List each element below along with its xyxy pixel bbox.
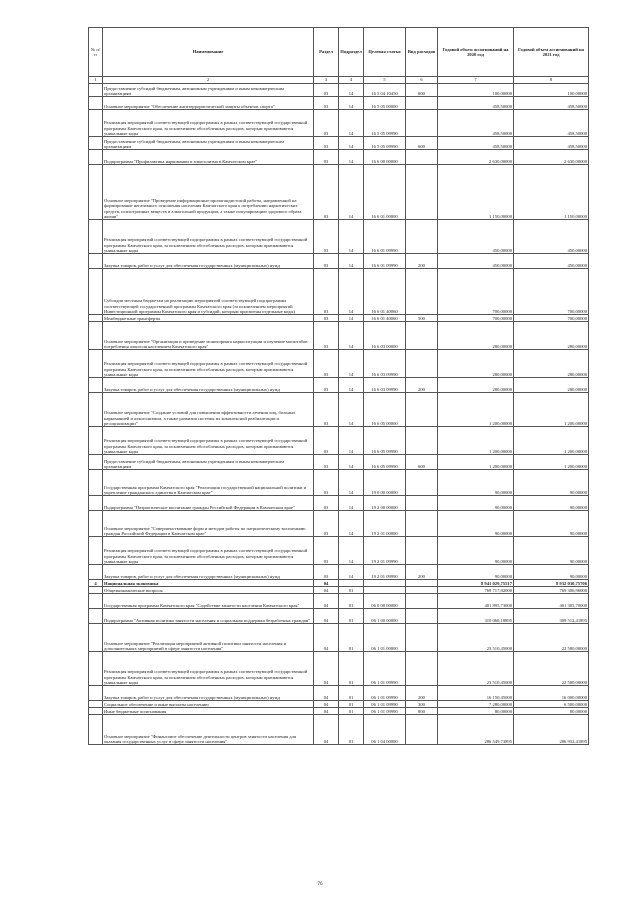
row-expense-type [406, 150, 438, 165]
row-expense-type: 600 [406, 137, 438, 150]
row-target-article [364, 587, 406, 594]
row-amount-2021: 700,00000 [514, 315, 589, 322]
row-subsection: 14 [339, 393, 364, 427]
row-section: 04 [314, 594, 339, 609]
row-subsection: 14 [339, 496, 364, 511]
row-amount-2021: 1 150,00000 [514, 165, 589, 220]
row-target-article: 19 2 01 09990 [364, 537, 406, 565]
row-name: Субсидии местным бюджетам на реализацию мероприятий соответствующей подпрограммы соответствующей государственной программы Камчатского края (за исключением мероприятий Инвестиционной программы Камчатского края и субсидий, которым присвоены отдельные коды) [103, 269, 314, 315]
row-section: 03 [314, 220, 339, 254]
row-amount-2021: 22 580,00000 [514, 624, 589, 652]
row-number [89, 378, 103, 393]
row-amount-2021: 90,00000 [514, 511, 589, 537]
row-target-article: 06 1 01 09990 [364, 686, 406, 701]
row-amount-2021: 450,00000 [514, 220, 589, 254]
budget-table [88, 27, 589, 745]
row-amount-2021: 90,00000 [514, 565, 589, 580]
row-number: 4 [89, 580, 103, 587]
row-section: 03 [314, 537, 339, 565]
table-row [89, 701, 589, 708]
row-number [89, 686, 103, 701]
row-amount-2021: 1 200,00000 [514, 393, 589, 427]
row-section: 03 [314, 97, 339, 110]
row-name: Основное мероприятие "Создание условий для повышения эффективности лечения лиц, больных наркоманией и алкоголизмом, а также развития системы их комплексной реабилитации и ресоциализации" [103, 393, 314, 427]
row-subsection: 14 [339, 537, 364, 565]
row-subsection: 01 [339, 594, 364, 609]
row-number [89, 715, 103, 745]
row-expense-type [406, 496, 438, 511]
row-target-article: 06 1 00 00000 [364, 609, 406, 624]
table-row [89, 652, 589, 686]
row-target-article: 16 6 00 00000 [364, 150, 406, 165]
row-section: 03 [314, 269, 339, 315]
col-header-target: Целевая статья [364, 28, 406, 77]
row-number [89, 701, 103, 708]
row-section: 03 [314, 427, 339, 455]
row-section: 03 [314, 137, 339, 150]
table-row [89, 165, 589, 220]
row-expense-type [406, 165, 438, 220]
row-amount-2020: 286 549,73895 [438, 715, 514, 745]
row-subsection: 14 [339, 165, 364, 220]
row-amount-2020: 1 200,00000 [438, 393, 514, 427]
row-number [89, 350, 103, 378]
row-subsection: 01 [339, 701, 364, 708]
row-amount-2020: 90,00000 [438, 537, 514, 565]
row-subsection: 01 [339, 708, 364, 715]
row-expense-type [406, 715, 438, 745]
row-target-article: 16 6 01 40060 [364, 269, 406, 315]
row-amount-2021: 280,00000 [514, 350, 589, 378]
page-number: 76 [317, 882, 323, 887]
row-number [89, 587, 103, 594]
row-name: Реализация мероприятий соответствующей подпрограммы в рамках соответствующей государственной программы Камчатского края, за исключением обособленных расходов, которым присваиваются уникальные коды [103, 220, 314, 254]
row-expense-type [406, 269, 438, 315]
row-subsection: 14 [339, 511, 364, 537]
row-name: Основное мероприятие "Финансовое обеспечение деятельности центров занятости населения для оказания государственных услуг в сфере занятости населения" [103, 715, 314, 745]
row-name: Государственная программа Камчатского края "Содействие занятости населения Камчатского края" [103, 594, 314, 609]
row-expense-type [406, 511, 438, 537]
row-subsection: 01 [339, 686, 364, 701]
row-amount-2021: 458,50000 [514, 110, 589, 137]
table-body [89, 84, 589, 745]
row-name: Закупка товаров, работ и услуг для обеспечения государственных (муниципальных) нужд [103, 254, 314, 269]
row-name: Реализация мероприятий соответствующей подпрограммы в рамках соответствующей государственной программы Камчатского края, за исключением обособленных расходов, которым присваиваются уникальные коды [103, 652, 314, 686]
row-section: 04 [314, 580, 339, 587]
row-section: 03 [314, 455, 339, 470]
row-amount-2020: 23 510,45000 [438, 624, 514, 652]
table-row [89, 254, 589, 269]
row-number [89, 537, 103, 565]
row-amount-2020: 90,00000 [438, 565, 514, 580]
table-row [89, 427, 589, 455]
table-row [89, 110, 589, 137]
row-number [89, 150, 103, 165]
row-target-article: 06 1 01 09990 [364, 652, 406, 686]
row-amount-2020: 280,00000 [438, 350, 514, 378]
row-section: 03 [314, 315, 339, 322]
row-name: Социальное обеспечение и иные выплаты населению [103, 701, 314, 708]
row-subsection: 14 [339, 97, 364, 110]
row-amount-2020: 1 150,00000 [438, 165, 514, 220]
row-amount-2021: 1 200,00000 [514, 455, 589, 470]
row-amount-2021: 769 306,96000 [514, 587, 589, 594]
row-section: 03 [314, 470, 339, 496]
row-target-article: 16 5 05 09990 [364, 137, 406, 150]
column-index-cell: 4 [339, 77, 364, 84]
row-number [89, 565, 103, 580]
row-expense-type [406, 220, 438, 254]
row-section: 04 [314, 708, 339, 715]
row-section: 04 [314, 686, 339, 701]
row-target-article: 16 6 05 09990 [364, 455, 406, 470]
row-name: Основное мероприятие "Организация и проведение мониторинга наркоситуации и изучение масштабов потребления алкоголя населением Камчатского края" [103, 322, 314, 350]
row-name: Реализация мероприятий соответствующей подпрограммы в рамках соответствующей государственной программы Камчатского края, за исключением обособленных расходов, которым присваиваются уникальные коды [103, 350, 314, 378]
table-row [89, 470, 589, 496]
row-target-article: 06 1 01 09990 [364, 708, 406, 715]
row-number [89, 594, 103, 609]
col-header-number: № п/п [89, 28, 103, 77]
row-amount-2020: 23 510,45000 [438, 652, 514, 686]
table-row [89, 496, 589, 511]
table-row [89, 322, 589, 350]
row-name: Предоставление субсидий бюджетным, автономным учреждениям и иным некоммерческим организациям [103, 455, 314, 470]
row-name: Предоставление субсидий бюджетным, автономным учреждениям и иным некоммерческим организациям [103, 84, 314, 97]
table-row [89, 393, 589, 427]
table-row [89, 455, 589, 470]
row-name: Закупка товаров, работ и услуг для обеспечения государственных (муниципальных) нужд [103, 565, 314, 580]
column-index-cell: 8 [514, 77, 589, 84]
row-amount-2021: 450,00000 [514, 254, 589, 269]
row-number [89, 165, 103, 220]
row-amount-2021: 90,00000 [514, 470, 589, 496]
table-row [89, 150, 589, 165]
row-name: Иные бюджетные ассигнования [103, 708, 314, 715]
row-amount-2020: 700,00000 [438, 269, 514, 315]
row-subsection: 01 [339, 715, 364, 745]
row-expense-type: 300 [406, 701, 438, 708]
row-section: 04 [314, 609, 339, 624]
row-amount-2020: 2 630,00000 [438, 150, 514, 165]
row-expense-type [406, 587, 438, 594]
row-section: 03 [314, 254, 339, 269]
row-section: 03 [314, 393, 339, 427]
row-target-article: 16 6 03 09990 [364, 378, 406, 393]
row-number [89, 220, 103, 254]
row-subsection: 14 [339, 322, 364, 350]
row-expense-type [406, 110, 438, 137]
row-target-article: 19 2 00 00000 [364, 496, 406, 511]
row-name: Государственная программа Камчатского края "Реализация государственной национальной политики и укрепление гражданского единства в Камчатском крае" [103, 470, 314, 496]
col-header-name: Наименование [103, 28, 314, 77]
row-amount-2021: 100,00000 [514, 84, 589, 97]
column-index-cell: 6 [406, 77, 438, 84]
row-number [89, 254, 103, 269]
row-name: Закупка товаров, работ и услуг для обеспечения государственных (муниципальных) нужд [103, 686, 314, 701]
row-expense-type: 500 [406, 315, 438, 322]
row-amount-2020: 16 150,45000 [438, 686, 514, 701]
row-amount-2021: 700,00000 [514, 269, 589, 315]
row-number [89, 652, 103, 686]
row-subsection: 01 [339, 609, 364, 624]
row-target-article: 16 6 05 00000 [364, 393, 406, 427]
table-row [89, 715, 589, 745]
row-target-article: 16 6 05 09990 [364, 427, 406, 455]
row-expense-type [406, 594, 438, 609]
row-expense-type [406, 652, 438, 686]
col-header-section: Раздел [314, 28, 339, 77]
table-row [89, 350, 589, 378]
row-target-article [364, 580, 406, 587]
row-number [89, 511, 103, 537]
row-subsection: 01 [339, 587, 364, 594]
row-target-article: 16 5 05 09990 [364, 110, 406, 137]
row-name: Реализация мероприятий соответствующей подпрограммы в рамках соответствующей государственной программы Камчатского края, за исключением обособленных расходов, которым присваиваются уникальные коды [103, 537, 314, 565]
table-row [89, 84, 589, 97]
row-section: 03 [314, 322, 339, 350]
row-expense-type [406, 427, 438, 455]
row-amount-2020: 458,50000 [438, 137, 514, 150]
row-number [89, 322, 103, 350]
row-target-article: 19 2 01 00000 [364, 511, 406, 537]
row-name: Закупка товаров, работ и услуг для обеспечения государственных (муниципальных) нужд [103, 378, 314, 393]
col-header-expense-type: Вид расходов [406, 28, 438, 77]
row-target-article: 16 5 04 10450 [364, 84, 406, 97]
row-section: 03 [314, 496, 339, 511]
row-amount-2021: 286 932,41895 [514, 715, 589, 745]
row-subsection: 14 [339, 565, 364, 580]
row-number [89, 470, 103, 496]
column-index-cell: 1 [89, 77, 103, 84]
row-subsection: 14 [339, 150, 364, 165]
row-target-article: 06 1 04 00000 [364, 715, 406, 745]
row-section: 03 [314, 511, 339, 537]
row-amount-2021: 280,00000 [514, 378, 589, 393]
table-row [89, 594, 589, 609]
row-section: 03 [314, 84, 339, 97]
row-expense-type [406, 609, 438, 624]
row-amount-2020: 90,00000 [438, 470, 514, 496]
table-row [89, 708, 589, 715]
row-subsection [339, 580, 364, 587]
table-row [89, 269, 589, 315]
table-row [89, 580, 589, 587]
row-name: Основное мероприятие "Обеспечение антитеррористической защиты объектов спорта" [103, 97, 314, 110]
row-name: Основное мероприятие "Совершенствование форм и методов работы по патриотическому воспитанию граждан Российской Федерации в Камчатском крае" [103, 511, 314, 537]
row-expense-type: 800 [406, 708, 438, 715]
row-subsection: 14 [339, 84, 364, 97]
row-number [89, 455, 103, 470]
table-header [89, 28, 589, 84]
row-target-article: 06 1 01 09990 [364, 701, 406, 708]
row-expense-type [406, 322, 438, 350]
row-section: 04 [314, 624, 339, 652]
row-amount-2020: 90,00000 [438, 496, 514, 511]
row-name: Подпрограмма "Активная политика занятости населения и социальная поддержка безработных граждан" [103, 609, 314, 624]
row-section: 03 [314, 150, 339, 165]
row-amount-2021: 309 512,41895 [514, 609, 589, 624]
row-name: Основное мероприятие "Проведение информационно-пропагандистской работы, направленной на формирование негативного отношения населения Камчатского края к потреблению наркотических средств, психотропных веществ и алкогольной продукции, а также популяризацию здорового образа жизни" [103, 165, 314, 220]
row-target-article: 16 6 01 00000 [364, 165, 406, 220]
row-expense-type: 200 [406, 686, 438, 701]
row-amount-2021: 280,00000 [514, 322, 589, 350]
row-expense-type [406, 97, 438, 110]
row-number [89, 708, 103, 715]
row-amount-2021: 401 305,70000 [514, 594, 589, 609]
row-amount-2020: 1 200,00000 [438, 427, 514, 455]
column-index-cell: 2 [103, 77, 314, 84]
row-section: 03 [314, 110, 339, 137]
row-expense-type [406, 470, 438, 496]
row-expense-type [406, 537, 438, 565]
row-amount-2020: 700,00000 [438, 315, 514, 322]
row-number [89, 609, 103, 624]
row-target-article: 16 6 01 09990 [364, 220, 406, 254]
row-amount-2020: 458,50000 [438, 110, 514, 137]
row-section: 04 [314, 715, 339, 745]
row-number [89, 269, 103, 315]
row-name: Межбюджетные трансферты [103, 315, 314, 322]
row-section: 03 [314, 378, 339, 393]
col-header-2021: Годовой объем ассигнований на 2021 год [514, 28, 589, 77]
row-name: Основное мероприятие "Реализация мероприятий активной политики занятости населения и дополнительных мероприятий в сфере занятости населения" [103, 624, 314, 652]
row-subsection: 14 [339, 350, 364, 378]
row-expense-type: 600 [406, 455, 438, 470]
row-target-article: 16 6 01 09990 [364, 254, 406, 269]
row-number [89, 97, 103, 110]
table-row [89, 624, 589, 652]
row-subsection: 01 [339, 624, 364, 652]
row-section: 04 [314, 701, 339, 708]
row-amount-2021: 2 630,00000 [514, 150, 589, 165]
row-expense-type [406, 624, 438, 652]
row-subsection: 14 [339, 254, 364, 269]
row-amount-2020: 310 060,18895 [438, 609, 514, 624]
row-name: Реализация мероприятий соответствующей подпрограммы в рамках соответствующей государственной программы Камчатского края, за исключением обособленных расходов, которым присваиваются уникальные коды [103, 110, 314, 137]
row-number [89, 393, 103, 427]
row-subsection: 01 [339, 652, 364, 686]
col-header-subsection: Подраздел [339, 28, 364, 77]
row-amount-2020: 80,00000 [438, 708, 514, 715]
table-row [89, 587, 589, 594]
row-number [89, 315, 103, 322]
row-name: Реализация мероприятий соответствующей подпрограммы в рамках соответствующей государственной программы Камчатского края, за исключением обособленных расходов, которым присваиваются уникальные коды [103, 427, 314, 455]
row-name: Общеэкономические вопросы [103, 587, 314, 594]
row-amount-2020: 769 717,82000 [438, 587, 514, 594]
row-amount-2021: 8 932 030,75706 [514, 580, 589, 587]
table-row [89, 609, 589, 624]
row-amount-2020: 280,00000 [438, 378, 514, 393]
row-amount-2020: 90,00000 [438, 511, 514, 537]
row-amount-2020: 458,50000 [438, 97, 514, 110]
row-subsection: 14 [339, 315, 364, 322]
table-row [89, 378, 589, 393]
row-amount-2021: 90,00000 [514, 537, 589, 565]
row-target-article: 19 0 00 00000 [364, 470, 406, 496]
row-amount-2020: 450,00000 [438, 220, 514, 254]
row-number [89, 496, 103, 511]
row-subsection: 14 [339, 110, 364, 137]
row-number [89, 137, 103, 150]
row-section: 03 [314, 350, 339, 378]
row-amount-2021: 1 200,00000 [514, 427, 589, 455]
row-expense-type: 600 [406, 84, 438, 97]
row-subsection: 14 [339, 455, 364, 470]
column-index-cell: 3 [314, 77, 339, 84]
row-section: 04 [314, 587, 339, 594]
row-amount-2020: 280,00000 [438, 322, 514, 350]
row-target-article: 06 0 00 00000 [364, 594, 406, 609]
row-expense-type: 200 [406, 565, 438, 580]
table-row [89, 537, 589, 565]
row-amount-2020: 1 200,00000 [438, 455, 514, 470]
row-subsection: 14 [339, 427, 364, 455]
row-name: Предоставление субсидий бюджетным, автономным учреждениям и иным некоммерческим организациям [103, 137, 314, 150]
row-section: 03 [314, 565, 339, 580]
row-target-article: 16 5 05 00000 [364, 97, 406, 110]
row-number [89, 110, 103, 137]
table-row [89, 97, 589, 110]
row-name: Подпрограмма "Патриотическое воспитание граждан Российской Федерации в Камчатском крае" [103, 496, 314, 511]
row-number [89, 84, 103, 97]
table-row [89, 565, 589, 580]
row-amount-2020: 401 895,73000 [438, 594, 514, 609]
column-index-cell: 7 [438, 77, 514, 84]
row-expense-type [406, 580, 438, 587]
row-amount-2021: 458,50000 [514, 97, 589, 110]
row-amount-2021: 22 580,00000 [514, 652, 589, 686]
row-name: Национальная экономика [103, 580, 314, 587]
row-amount-2021: 16 000,00000 [514, 686, 589, 701]
row-subsection: 14 [339, 269, 364, 315]
row-expense-type: 200 [406, 378, 438, 393]
row-target-article: 06 1 01 00000 [364, 624, 406, 652]
col-header-2020: Годовой объем ассигнований на 2020 год [438, 28, 514, 77]
row-section: 03 [314, 165, 339, 220]
row-amount-2020: 8 941 029,75517 [438, 580, 514, 587]
row-subsection: 14 [339, 137, 364, 150]
row-expense-type [406, 393, 438, 427]
row-amount-2021: 80,00000 [514, 708, 589, 715]
table-row [89, 686, 589, 701]
row-name: Подпрограмма "Профилактика наркомании и алкоголизма в Камчатском крае" [103, 150, 314, 165]
row-amount-2021: 90,00000 [514, 496, 589, 511]
row-expense-type [406, 350, 438, 378]
row-target-article: 16 6 03 00000 [364, 322, 406, 350]
row-subsection: 14 [339, 378, 364, 393]
row-expense-type: 200 [406, 254, 438, 269]
row-number [89, 624, 103, 652]
row-amount-2020: 7 280,00000 [438, 701, 514, 708]
table-row [89, 137, 589, 150]
table-row [89, 315, 589, 322]
row-amount-2020: 100,00000 [438, 84, 514, 97]
column-index-cell: 5 [364, 77, 406, 84]
row-target-article: 16 6 03 09990 [364, 350, 406, 378]
row-target-article: 19 2 01 09990 [364, 565, 406, 580]
row-amount-2021: 458,50000 [514, 137, 589, 150]
row-amount-2020: 450,00000 [438, 254, 514, 269]
row-section: 04 [314, 652, 339, 686]
row-subsection: 14 [339, 220, 364, 254]
row-amount-2021: 6 500,00000 [514, 701, 589, 708]
table-row [89, 220, 589, 254]
row-subsection: 14 [339, 470, 364, 496]
row-number [89, 427, 103, 455]
row-target-article: 16 6 01 40060 [364, 315, 406, 322]
table-row [89, 511, 589, 537]
